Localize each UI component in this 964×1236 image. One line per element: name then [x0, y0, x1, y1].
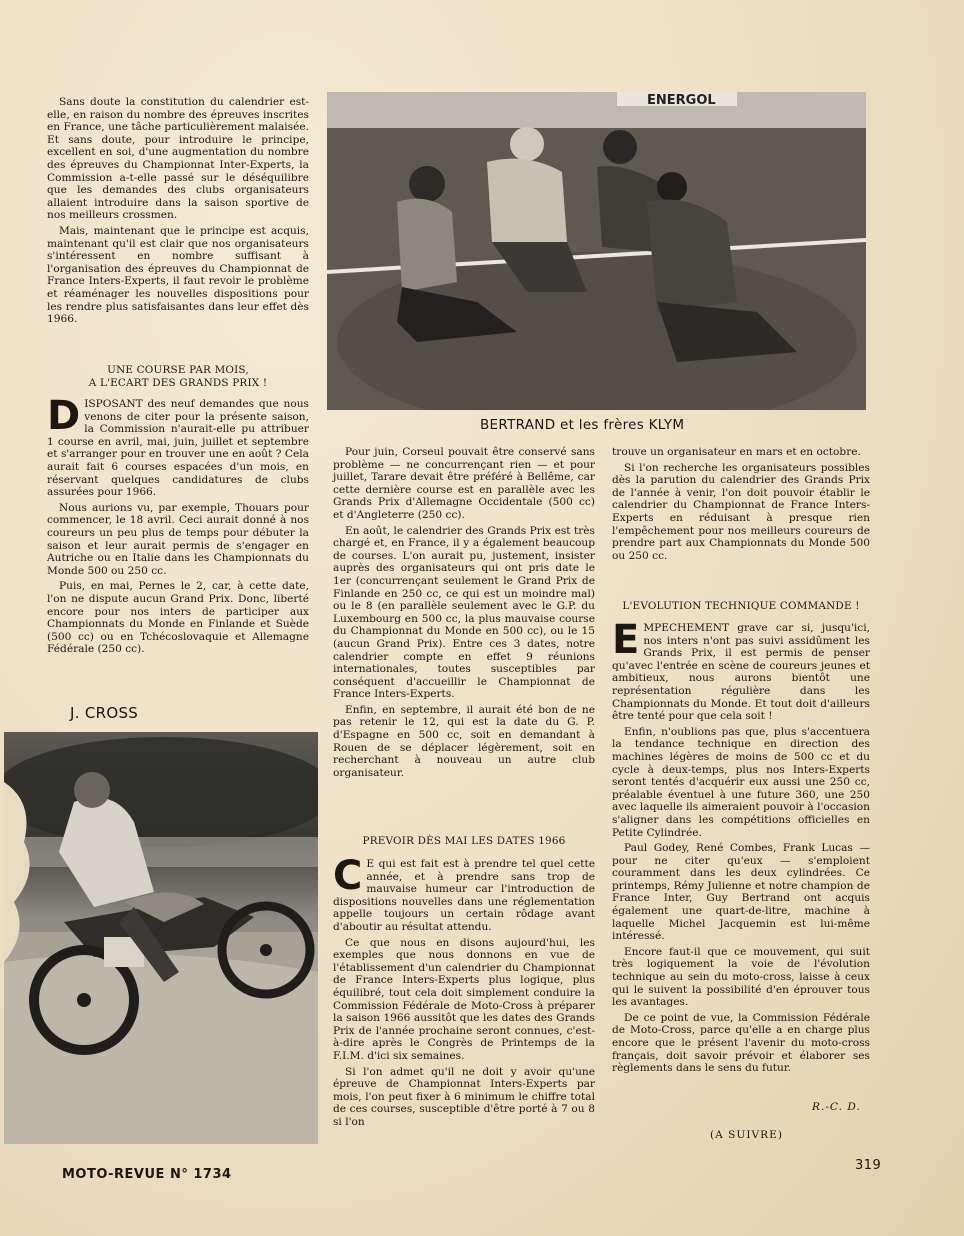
top-photo-riders [327, 92, 866, 410]
col2-section-paragraph-2: Si l'on admet qu'il ne doit y avoir qu'une épreuve de Championnat Inters-Experts par mois, l'on peut fixer à 6 minimum le chiffre total de ces courses, susceptible d'être porté à 7 ou 8 si l'on [333, 1065, 595, 1128]
col2-section-paragraph-1: Ce que nous en disons aujourd'hui, les exemples que nous donnons en vue de l'établissement d'un calendrier du Championnat de France Inters-Experts plus logique, plus équilibré, tout cela doit simplement conduire la Commission Fédérale de Moto-Cross à préparer la saison 1966 aussitôt que les dates des Grands Prix de l'année prochaine seront connues, c'est-à-dire après le Congrès de Printemps de la F.I.M. d'ici six semaines. [333, 936, 595, 1062]
col3-section-first-text: MPECHEMENT grave car si, jusqu'ici, nos inters n'ont pas suivi assidûment les Grands Prix, il est permis de penser qu'avec l'entrée en scène de coureurs jeunes et ambitieux, nous aurons bientôt une représentation régulière dans les Championnats du Monde. Et tout doit d'ailleurs être tenté pour que cela soit ! [612, 622, 870, 723]
footer-page-number: 319 [855, 1158, 882, 1173]
drop-cap-e: E [612, 617, 640, 663]
heading-line-1: UNE COURSE PAR MOIS, [107, 364, 249, 376]
energol-banner: ENERGOL [647, 93, 716, 108]
author-signature: R.-C. D. [812, 1101, 861, 1113]
section-first-text: ISPOSANT des neuf demandes que nous venons de citer pour la présente saison, la Commission n'aurait-elle pu attribuer 1 course en avril, mai, juin, juillet et septembre et s'arranger pour en trouver une en août ? Cela aurait fait 6 courses espacées d'un mois, en réservant quelques candidatures de clubs assurées pour 1966. [47, 398, 309, 499]
column-3-top [612, 446, 870, 565]
section-heading-prevoir: PREVOIR DÈS MAI LES DATES 1966 [362, 835, 566, 847]
col2-paragraph-3: Enfin, en septembre, il aurait été bon de ne pas retenir le 12, qui est la date du G. P. d'Espagne en 500 cc, soit en demandant à Rouen de se déplacer légèrement, soit en recherchant à nouveau un autre club organisateur. [333, 703, 595, 779]
motocross-rider-photo [4, 732, 318, 1144]
col2-paragraph-2: En août, le calendrier des Grands Prix est très chargé et, en France, il y a également beaucoup de courses. L'on aurait pu, justement, insister auprès des organisateurs qui ont pris date le 1er (concurrençant seulement le Grand Prix de Finlande en 250 cc, ce qui est un moindre mal) ou le 8 (en parallèle seulement avec le G.P. du Luxembourg en 500 cc, la plus mauvaise course du Championnat du Monde en 500 cc), ou le 15 (aucun Grand Prix). Entre ces 3 dates, notre calendrier compte en effet 9 réunions internationales, toutes susceptibles par conséquent d'accueillir le Championnat de France Inters-Experts. [333, 524, 595, 701]
motocross-rider-image [4, 732, 318, 1144]
col3-section-paragraph-2: Paul Godey, René Combes, Frank Lucas — pour ne citer qu'eux — s'emploient couramment dans les deux cylindrées. Ce printemps, Rémy Julienne et notre champion de France Inter, Guy Bertrand ont acquis également une quart-de-litre, machine à laquelle Michel Jacquemin est lui-même intéressé. [612, 842, 870, 943]
section-paragraph-2: Puis, en mai, Pernes le 2, car, à cette date, l'on ne dispute aucun Grand Prix. Donc, liberté encore pour nos inters de participer aux Championnats du Monde en Finlande et Suède (500 cc) ou en Tchécoslovaquie et Allemagne Fédérale (250 cc). [47, 580, 309, 656]
drop-cap-d: D [47, 393, 81, 439]
footer-magazine-issue: MOTO-REVUE N° 1734 [62, 1167, 232, 1182]
column-1-section [47, 393, 309, 659]
col3-section-first-paragraph [612, 617, 870, 723]
intro-paragraph-1: Sans doute la constitution du calendrier est-elle, en raison du nombre des épreuves inscrites en France, une tâche particulièrement malaisée. Et sans doute, pour introduire le principe, excellent en soi, d'une augmentation du nombre des épreuves du Championnat Inter-Experts, la Commission a-t-elle passé sur le déséquilibre que les demandes des clubs organisateurs allaient introduire dans la saison sportive de nos meilleurs crossmen. [47, 96, 309, 222]
section-paragraph-1: Nous aurions vu, par exemple, Thouars pour commencer, le 18 avril. Ceci aurait donné à nos coureurs un peu plus de temps pour débuter la saison et leur aurait permis de s'engager en Autriche ou en Italie dans les Championnats du Monde 500 ou 250 cc. [47, 501, 309, 577]
col3-paragraph-2: Si l'on recherche les organisateurs possibles dès la parution du calendrier des Grands Prix de l'année à venir, l'on doit pouvoir établir le calendrier du Championnat de France Inters-Experts en réduisant à presque rien l'empêchement pour nos meilleurs coureurs de prendre part aux Championnats du Monde 500 ou 250 cc. [612, 461, 870, 562]
col2-paragraph-1: Pour juin, Corseul pouvait être conservé sans problème — ne concurrençant rien — et pour juillet, Tarare devait être préféré à Bellême, car cette dernière course est en parallèle avec les Grands Prix d'Allemagne Occidentale (500 cc) et d'Angleterre (250 cc). [333, 446, 595, 521]
col2-section-first-paragraph [333, 853, 595, 934]
col3-section-paragraph-3: Encore faut-il que ce mouvement, qui suit très logiquement la voie de l'évolution technique au sein du moto-cross, laisse à ceux qui le suivent la possibilité d'en éprouver tous les avantages. [612, 945, 870, 1009]
intro-paragraph-2: Mais, maintenant que le principe est acquis, maintenant qu'il est clair que nos organisateurs s'intéressent en nombre suffisant à l'organisation des épreuves du Championnat de France Inters-Experts, il faut revoir le problème et réaménager les nouvelles dispositions pour les rendre plus satisfaisantes dans leur effet dès 1966. [47, 224, 309, 326]
column-3-section [612, 617, 870, 1078]
drop-cap-c: C [333, 853, 363, 899]
column-1-intro [47, 96, 309, 329]
riders-resting-image [327, 92, 866, 410]
col2-section-first-text: E qui est fait est à prendre tel quel cette année, et à prendre sans trop de mauvaise humeur car l'introduction de dispositions nouvelles dans une réglementation appelle toujours un certain rôdage avant d'aboutir au résultat attendu. [333, 858, 595, 933]
section-first-paragraph [47, 393, 309, 499]
column-2-section [333, 853, 595, 1131]
section-heading-course-par-mois [47, 364, 309, 389]
bottom-photo-caption: J. CROSS [70, 704, 139, 722]
top-photo-caption: BERTRAND et les frères KLYM [480, 417, 685, 433]
section-heading-evolution: L'EVOLUTION TECHNIQUE COMMANDE ! [622, 600, 860, 612]
to-be-continued: (A SUIVRE) [710, 1129, 784, 1141]
column-2-top [333, 446, 595, 782]
heading-line-2: A L'ECART DES GRANDS PRIX ! [88, 376, 268, 389]
col3-section-paragraph-1: Enfin, n'oublions pas que, plus s'accentuera la tendance technique en direction des machines légères de moins de 500 cc et du cycle à deux-temps, plus nos Inters-Experts seront tentés d'acquérir eux aussi une 250 cc, préalable éventuel à une future 360, une 250 avec laquelle ils aimeraient pouvoir à l'occasion s'aligner dans les compétitions officielles en Petite Cylindrée. [612, 725, 870, 839]
col3-paragraph-1: trouve un organisateur en mars et en octobre. [612, 446, 861, 458]
col3-section-paragraph-4: De ce point de vue, la Commission Fédérale de Moto-Cross, parce qu'elle a en charge plus encore que le présent l'avenir du moto-cross français, doit savoir prévoir et élaborer ses règlements dans le sens du futur. [612, 1011, 870, 1075]
